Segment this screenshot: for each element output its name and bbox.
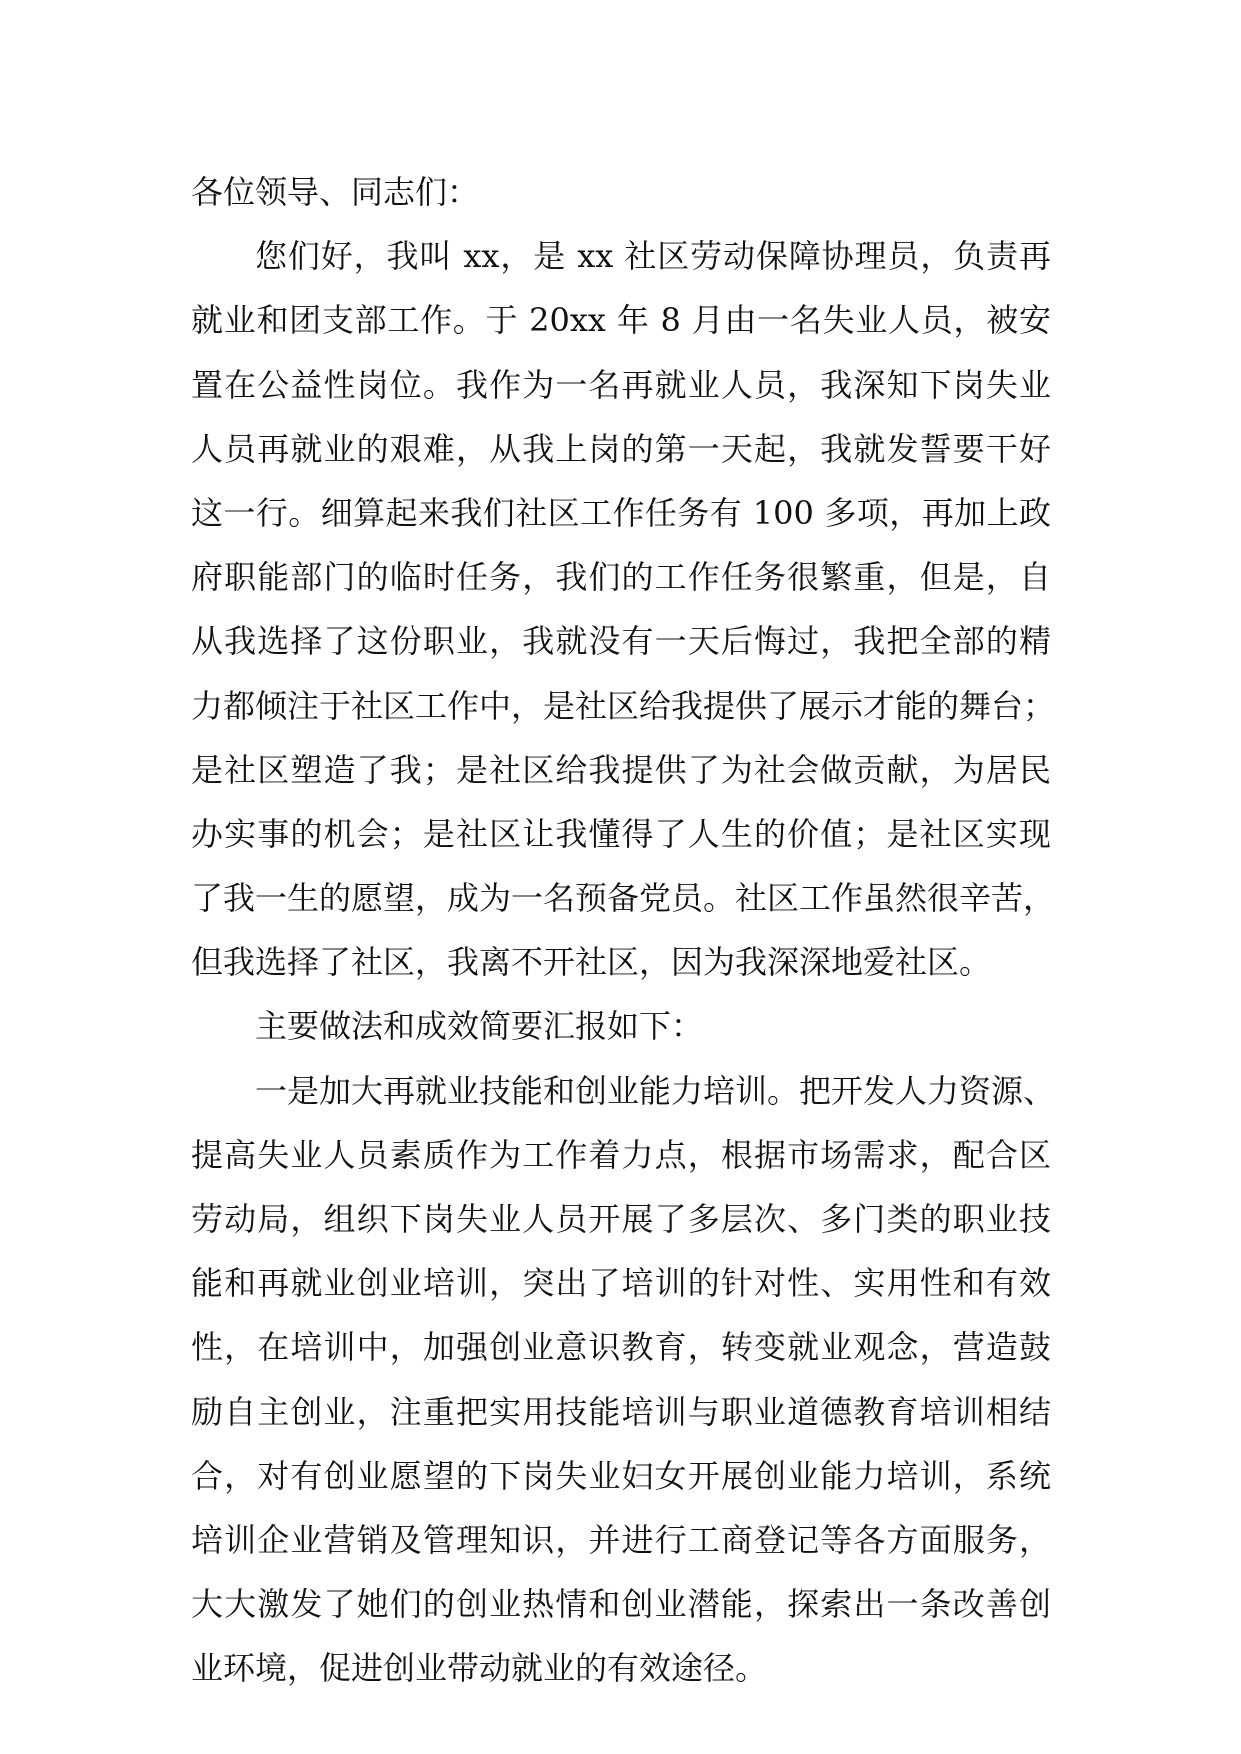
text-line: 性，在培训中，加强创业意识教育，转变就业观念，营造鼓 — [191, 1328, 1051, 1367]
text-line: 但我选择了社区，我离不开社区，因为我深深地爱社区。 — [191, 943, 992, 982]
text-line: 置在公益性岗位。我作为一名再就业人员，我深知下岗失业 — [191, 365, 1051, 404]
text-line: 主要做法和成效简要汇报如下： — [255, 1007, 704, 1046]
text-line: 力都倾注于社区工作中，是社区给我提供了展示才能的舞台； — [191, 686, 1056, 725]
text-line: 大大激发了她们的创业热情和创业潜能，探索出一条改善创 — [191, 1585, 1051, 1624]
text-line: 您们好，我叫 xx，是 xx 社区劳动保障协理员，负责再 — [255, 237, 1051, 276]
text-line: 能和再就业创业培训，突出了培训的针对性、实用性和有效 — [191, 1264, 1051, 1303]
text-line: 一是加大再就业技能和创业能力培训。把开发人力资源、 — [255, 1071, 1056, 1110]
salutation-line: 各位领导、同志们： — [191, 173, 480, 211]
text-line: 这一行。细算起来我们社区工作任务有 100 多项，再加上政 — [191, 493, 1051, 532]
text-line: 业环境，促进创业带动就业的有效途径。 — [191, 1649, 768, 1688]
text-line: 劳动局，组织下岗失业人员开展了多层次、多门类的职业技 — [191, 1200, 1051, 1238]
text-line: 就业和团支部工作。于 20xx 年 8 月由一名失业人员，被安 — [191, 301, 1051, 340]
text-line: 合，对有创业愿望的下岗失业妇女开展创业能力培训，系统 — [191, 1456, 1051, 1495]
text-line: 了我一生的愿望，成为一名预备党员。社区工作虽然很辛苦， — [191, 879, 1056, 918]
text-line: 办实事的机会；是社区让我懂得了人生的价值；是社区实现 — [191, 814, 1051, 853]
text-line: 人员再就业的艰难，从我上岗的第一天起，我就发誓要干好 — [191, 429, 1051, 468]
text-line: 培训企业营销及管理知识，并进行工商登记等各方面服务， — [191, 1520, 1051, 1559]
text-line: 府职能部门的临时任务，我们的工作任务很繁重，但是，自 — [191, 558, 1051, 597]
text-line: 从我选择了这份职业，我就没有一天后悔过，我把全部的精 — [191, 622, 1051, 661]
text-line: 是社区塑造了我；是社区给我提供了为社会做贡献，为居民 — [191, 750, 1051, 789]
text-line: 励自主创业，注重把实用技能培训与职业道德教育培训相结 — [191, 1392, 1051, 1431]
text-line: 提高失业人员素质作为工作着力点，根据市场需求，配合区 — [191, 1135, 1051, 1174]
document-body — [191, 160, 1056, 1701]
